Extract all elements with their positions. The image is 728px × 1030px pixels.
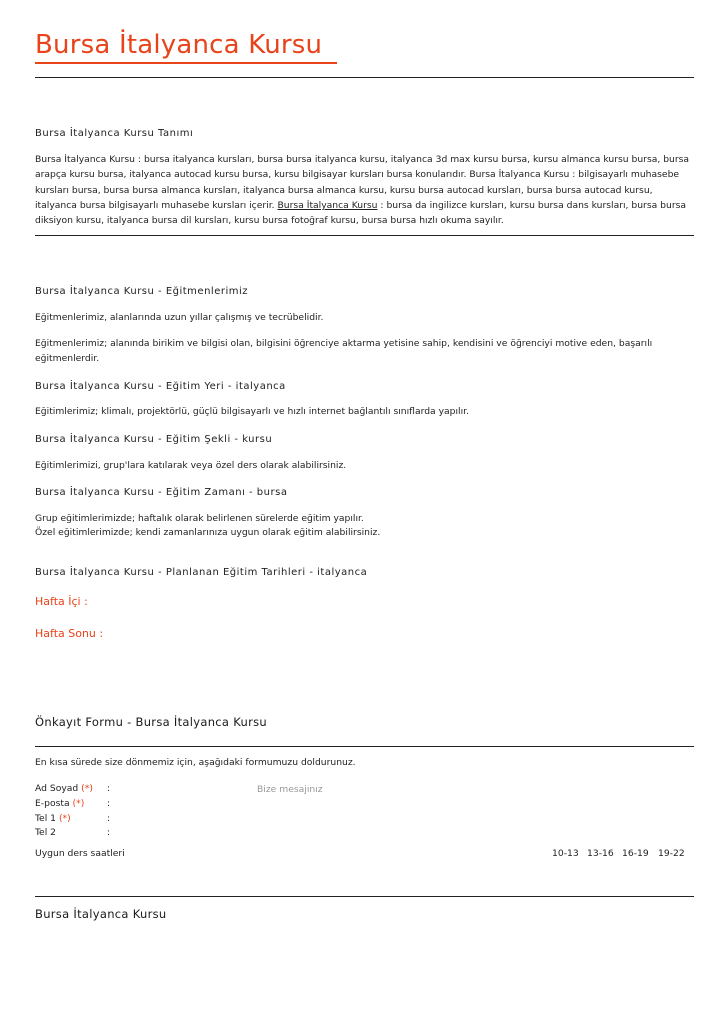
time-line2: Özel eğitimlerimizde; kendi zamanlarınıza uygun olarak eğitim alabilirsiniz.: [35, 527, 381, 538]
hours-label: Uygun ders saatleri: [35, 848, 125, 859]
definition-text-after: : bursa da ingilizce kursları, kursu bursa dans kursları, bursa bursa diksiyon kursu, italyanca bursa dil kursları, kursu bursa fotoğraf kursu, bursa bursa hızlı okuma sayılır.: [35, 199, 687, 227]
page-title: Bursa İtalyanca Kursu: [35, 30, 323, 60]
definition-heading: Bursa İtalyanca Kursu Tanımı: [35, 128, 194, 139]
field-colon: :: [107, 783, 111, 794]
form-heading: Önkayıt Formu - Bursa İtalyanca Kursu: [35, 715, 268, 729]
hour-option[interactable]: 10-13: [552, 848, 579, 859]
divider: [35, 235, 694, 236]
weekday-label: Hafta İçi :: [35, 595, 88, 608]
divider: [35, 896, 694, 897]
hour-option[interactable]: 16-19: [622, 848, 649, 859]
field-label: Tel 1 (*): [35, 813, 71, 824]
field-colon: :: [107, 827, 111, 838]
title-underline: [35, 62, 337, 64]
time-line1: Grup eğitimlerimizde; haftalık olarak belirlenen sürelerde eğitim yapılır.: [35, 513, 364, 524]
planned-heading: Bursa İtalyanca Kursu - Planlanan Eğitim Tarihleri - italyanca: [35, 567, 368, 578]
instructors-p1: Eğitmenlerimiz, alanlarında uzun yıllar çalışmış ve tecrübelidir.: [35, 312, 324, 323]
format-heading: Bursa İtalyanca Kursu - Eğitim Şekli - kursu: [35, 434, 273, 445]
instructors-p2: Eğitmenlerimiz; alanında birikim ve bilgisi olan, bilgisini öğrenciye aktarma yetisine sahip, kendisini ve öğrenciyi motive eden, başarılı eğitmenlerdir.: [35, 338, 653, 365]
required-mark: (*): [72, 798, 85, 809]
weekend-label: Hafta Sonu :: [35, 627, 104, 640]
location-text: Eğitimlerimiz; klimalı, projektörlü, güçlü bilgisayarlı ve hızlı internet bağlantılı sınıflarda yapılır.: [35, 406, 469, 417]
format-text: Eğitimlerimizi, grup'lara katılarak veya özel ders olarak alabilirsiniz.: [35, 460, 347, 471]
instructors-heading: Bursa İtalyanca Kursu - Eğitmenlerimiz: [35, 286, 248, 297]
footer-title: Bursa İtalyanca Kursu: [35, 907, 167, 921]
location-heading: Bursa İtalyanca Kursu - Eğitim Yeri - italyanca: [35, 381, 286, 392]
required-mark: (*): [81, 783, 93, 794]
hour-option[interactable]: 19-22: [658, 848, 685, 859]
hour-option[interactable]: 13-16: [587, 848, 614, 859]
course-link[interactable]: Bursa İtalyanca Kursu: [277, 199, 378, 211]
field-label: Tel 2: [35, 827, 57, 838]
form-intro: En kısa sürede size dönmemiz için, aşağıdaki formumuzu doldurunuz.: [35, 757, 356, 768]
time-heading: Bursa İtalyanca Kursu - Eğitim Zamanı - bursa: [35, 487, 288, 498]
field-colon: :: [107, 813, 111, 824]
field-colon: :: [107, 798, 111, 809]
required-mark: (*): [58, 813, 71, 824]
definition-text-before: Bursa İtalyanca Kursu : bursa italyanca kursları, bursa bursa italyanca kursu, italyanca 3d max kursu bursa, kursu almanca kursu bursa, bursa arapça kursu bursa, italyanca autocad kursu bursa, kursu bilgisayar kursları bursa konularıdır. Bursa İtalyanca Kursu : bilgisayarlı muhasebe kursları bursa, bursa bursa almanca kursları, italyanca bursa almanca kursu, kursu bursa autocad kursları, bursa bursa autocad kursu, italyanca bursa bilgisayarlı muhasebe kursları içerir.: [35, 154, 690, 211]
message-textarea[interactable]: Bize mesajınız: [257, 784, 323, 795]
definition-text: [35, 152, 694, 228]
field-label: Ad Soyad (*): [35, 783, 93, 794]
field-label: E-posta (*): [35, 798, 85, 809]
divider: [35, 77, 694, 78]
divider: [35, 746, 694, 747]
